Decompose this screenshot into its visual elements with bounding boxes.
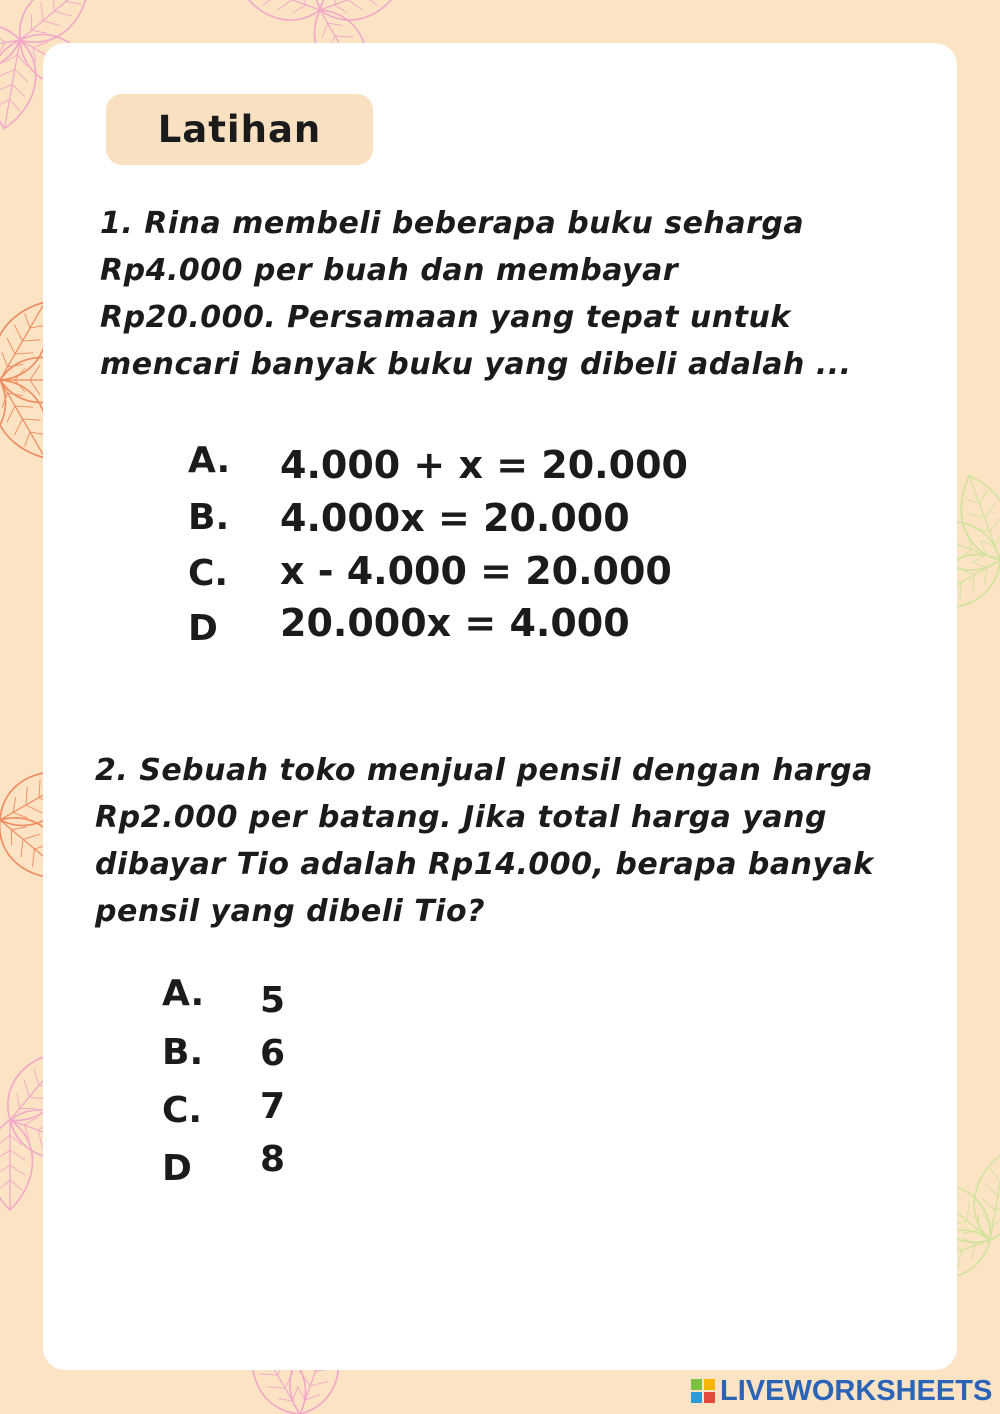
option-letter-b: B. [188, 497, 230, 538]
page-title: Latihan [157, 108, 322, 151]
option-letter-c: C. [188, 553, 229, 594]
option-letter-a: A. [162, 973, 205, 1014]
question-line: dibayar Tio adalah Rp14.000, berapa banyak [95, 847, 874, 882]
question-1 [100, 200, 920, 388]
option-text-a[interactable]: 4.000 + x = 20.000 [280, 443, 688, 487]
question-line: 2. Sebuah toko menjual pensil dengan harga [95, 753, 873, 788]
question-line: Rp4.000 per buah dan membayar [100, 253, 679, 288]
option-letter-a: A. [188, 440, 231, 481]
title-badge [106, 94, 373, 165]
option-letter-c: C. [162, 1090, 203, 1131]
question-line: pensil yang dibeli Tio? [95, 894, 485, 929]
option-text-d[interactable]: 8 [260, 1139, 286, 1180]
question-line: mencari banyak buku yang dibeli adalah ... [100, 347, 852, 382]
option-text-c[interactable]: x - 4.000 = 20.000 [280, 549, 672, 593]
question-2 [95, 747, 935, 935]
question-line: Rp20.000. Persamaan yang tepat untuk [100, 300, 791, 335]
option-letter-d: D [188, 608, 218, 649]
liveworksheets-brand[interactable] [690, 1374, 992, 1408]
option-letter-d: D [162, 1148, 192, 1189]
option-text-c[interactable]: 7 [260, 1086, 286, 1127]
option-text-d[interactable]: 20.000x = 4.000 [280, 601, 630, 645]
option-text-b[interactable]: 4.000x = 20.000 [280, 496, 630, 540]
option-letter-b: B. [162, 1032, 204, 1073]
question-line: Rp2.000 per batang. Jika total harga yang [95, 800, 827, 835]
option-text-b[interactable]: 6 [260, 1033, 286, 1074]
option-text-a[interactable]: 5 [260, 980, 286, 1021]
liveworksheets-logo-icon [690, 1378, 716, 1404]
question-line: 1. Rina membeli beberapa buku seharga [100, 206, 805, 241]
brand-name: LIVEWORKSHEETS [720, 1374, 993, 1407]
